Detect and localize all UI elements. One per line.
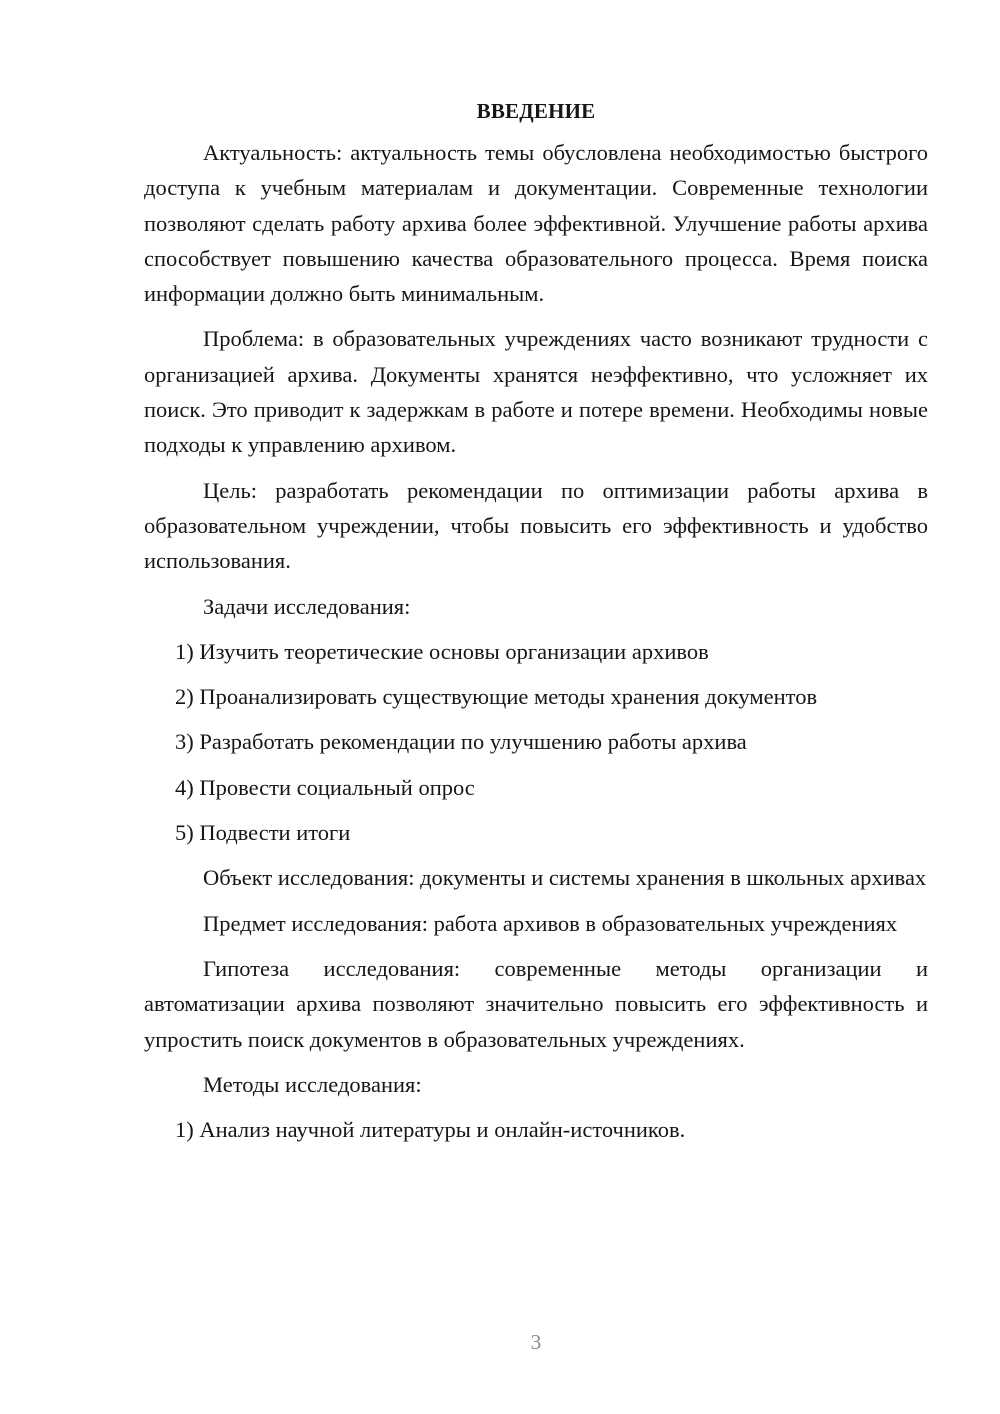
problem-paragraph: Проблема: в образовательных учреждениях часто возникают трудности с организацией архива. Документы хранятся неэффективно, что усложняет их поиск. Это приводит к задержкам в работе и потере времени. Необходимы новые подходы к управлению архивом. <box>144 326 928 458</box>
task-item: 2) Проанализировать существующие методы хранения документов <box>175 684 818 710</box>
page-number: 3 <box>530 1330 542 1354</box>
tasks-list <box>144 634 928 850</box>
goal-paragraph: Цель: разработать рекомендации по оптимизации работы архива в образовательном учреждении, чтобы повысить его эффективность и удобство использования. <box>144 477 928 574</box>
tasks-title: Задачи исследования: <box>203 593 411 619</box>
page-content <box>144 96 928 1157</box>
task-item: 4) Провести социальный опрос <box>175 774 475 800</box>
subject-paragraph: Предмет исследования: работа архивов в образовательных учреждениях <box>203 910 898 936</box>
object-paragraph: Объект исследования: документы и системы хранения в школьных архивах <box>203 865 927 891</box>
section-heading: ВВЕДЕНИЕ <box>476 99 596 123</box>
methods-list <box>144 1112 928 1147</box>
method-item: 1) Анализ научной литературы и онлайн-источников. <box>175 1117 686 1143</box>
task-item: 1) Изучить теоретические основы организации архивов <box>175 638 709 664</box>
methods-title: Методы исследования: <box>203 1071 422 1097</box>
hypothesis-paragraph: Гипотеза исследования: современные методы организации и автоматизации архива позволяют значительно повысить его эффективность и упростить поиск документов в образовательных учреждениях. <box>144 955 928 1052</box>
task-item: 3) Разработать рекомендации по улучшению работы архива <box>175 729 747 755</box>
relevance-paragraph: Актуальность: актуальность темы обусловлена необходимостью быстрого доступа к учебным материалам и документации. Современные технологии позволяют сделать работу архива более эффективной. Улучшение работы архива способствует повышению качества образовательного процесса. Время поиска информации должно быть минимальным. <box>144 140 928 307</box>
task-item: 5) Подвести итоги <box>175 820 351 846</box>
